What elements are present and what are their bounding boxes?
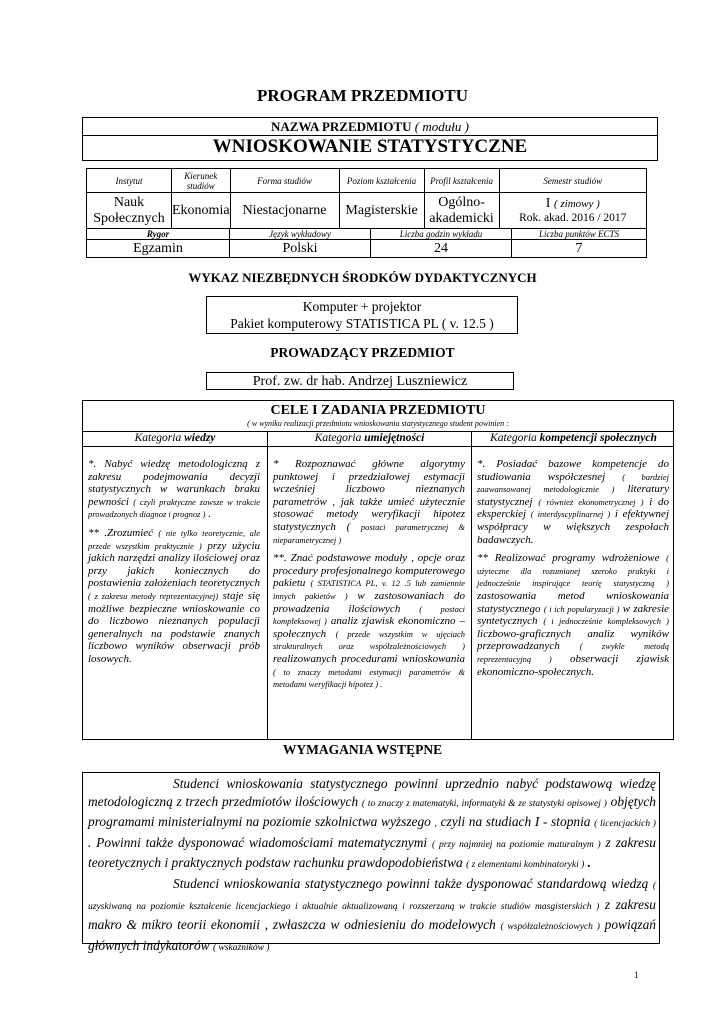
text-run: *. Nabyć wiedzę metodologiczną z zakresu podejmowania decyzji statystycznych w warunkach braku pewności bbox=[88, 458, 260, 508]
value-profile: Ogólno-akademicki bbox=[424, 193, 499, 229]
text-run: . bbox=[208, 508, 211, 521]
requirements-heading: WYMAGANIA WSTĘPNE bbox=[282, 742, 443, 757]
semester-note: ( zimowy ) bbox=[553, 197, 600, 210]
text-note: ( uzyskiwaną na poziomie kształcenie licencjackiego i aktualnie aktualizowaną i rozszerzaną w trakcie studiów masgisterskich ) bbox=[88, 880, 656, 912]
text-note: ( z elementami kombinatoryki ) bbox=[466, 860, 585, 871]
category-competences-label: kompetencji społecznych bbox=[539, 432, 657, 444]
header-language: Język wykładowy bbox=[230, 229, 371, 240]
value-field: Ekonomia bbox=[172, 193, 231, 229]
text-run: ** Realizować programy wdrożeniowe bbox=[477, 552, 660, 565]
text-run: **. Znać podstawowe moduły , opcje oraz procedury profesjonalnego komputerowego pakietu bbox=[273, 552, 465, 590]
value-form: Niestacjonarne bbox=[230, 193, 339, 229]
text-run: czyli na studiach I - stopnia bbox=[440, 814, 591, 830]
category-skills-label: umiejętności bbox=[364, 432, 425, 444]
goals-competences-text bbox=[477, 458, 669, 684]
header-profile: Profil kształcenia bbox=[424, 169, 499, 193]
text-run: liczbowo-graficznych analiz wyników przeprowadzanych bbox=[477, 627, 669, 653]
module-name-label-line bbox=[83, 119, 657, 135]
means-box bbox=[206, 296, 518, 334]
text-run: i do eksperckiej bbox=[477, 495, 669, 521]
text-note: , bbox=[434, 819, 437, 830]
course-info-table bbox=[86, 168, 647, 229]
text-run: z zakresu teoretycznych i praktycznych podstaw rachunku prawdopodobieństwa bbox=[88, 834, 656, 871]
category-prefix: Kategoria bbox=[490, 432, 537, 444]
header-rigor: Rygor bbox=[87, 229, 230, 240]
category-prefix: Kategoria bbox=[134, 432, 182, 444]
lecturer-name: Prof. zw. dr hab. Andrzej Luszniewicz bbox=[206, 372, 514, 390]
text-run: analiz zjawisk ekonomiczno – społecznych bbox=[273, 615, 466, 640]
text-note: ( interdyscyplinarnej ) bbox=[530, 509, 611, 520]
value-institute: Nauk Społecznych bbox=[87, 193, 172, 229]
text-run: i efektywnej współpracy w większych zespołach badawczych. bbox=[477, 508, 669, 546]
text-run: powiązań głównych indykatorów bbox=[88, 917, 656, 953]
text-note: ( przede wszystkim w ujęciach strukturalnych oraz współzależnościowych ) bbox=[273, 628, 466, 652]
exam-table bbox=[86, 228, 647, 258]
text-run: . bbox=[587, 855, 592, 871]
header-form: Forma studiów bbox=[230, 169, 339, 193]
text-run: zastosowania metod wnioskowania statystycznego bbox=[477, 589, 669, 615]
text-run: * Rozpoznawać główne algorytmy punktowej i przedziałowej estymacji wcześniej liczbowo nieznanych parametrów , jak także umieć użytecznie stosować metody weryfikacji hipotez statystycznych ( bbox=[273, 458, 465, 533]
text-note: ( zwykle metodą reprezentacyjną ) bbox=[477, 641, 669, 664]
goals-knowledge-text bbox=[88, 458, 260, 672]
category-knowledge-label: wiedzy bbox=[184, 432, 216, 444]
page-number: 1 bbox=[634, 970, 639, 980]
text-run: *. Posiadać bazowe kompetencje do studiowania współczesnej bbox=[477, 458, 669, 483]
goals-heading: CELE I ZADANIA PRZEDMIOTU bbox=[270, 403, 486, 418]
value-hours: 24 bbox=[371, 240, 512, 258]
text-note: ( STATISTICA PL, v. 12 .5 lub zamiennie innych pakietów ) bbox=[273, 578, 466, 601]
text-note: ( postaci kompleksowej ) bbox=[273, 603, 465, 627]
module-name-note: ( modułu ) bbox=[414, 119, 469, 134]
value-semester bbox=[499, 193, 646, 229]
page-title: PROGRAM PRZEDMIOTU bbox=[256, 86, 469, 105]
text-run: w zakresie syntetycznych bbox=[477, 602, 670, 628]
means-line-1: Komputer + projektor bbox=[302, 299, 422, 314]
text-note: ( czyli praktyczne zawsze w trakcie prowadzonych diagnoz i prognoz ) bbox=[88, 496, 260, 520]
text-run: . Powinni także dysponować wiadomościami matematycznymi bbox=[88, 834, 428, 850]
text-note: ( licencjackich ) bbox=[594, 819, 656, 830]
text-note: ( z zakresu metody reprezentacyjnej) bbox=[88, 590, 219, 601]
semester-year: Rok. akad. 2016 / 2017 bbox=[519, 211, 627, 224]
text-run: Studenci wnioskowania statystycznego powinni także dysponować standardową wiedzą bbox=[173, 875, 649, 891]
text-note: ( przy najmniej na poziomie maturalnym ) bbox=[431, 839, 601, 850]
text-note: ( współzależnościowych ) bbox=[500, 922, 600, 933]
text-run: literatury statystycznej bbox=[477, 483, 669, 508]
text-note: ( to znaczy z matematyki, informatyki & ze statystyki opisowej ) bbox=[361, 798, 607, 809]
text-run: obserwacji zjawisk ekonomiczno-społecznych. bbox=[477, 652, 669, 678]
semester-main: I bbox=[545, 195, 551, 211]
text-run: przy użyciu jakich narzędzi analizy ilościowej oraz przy jakich koniecznych do postawienia założeniach teoretycznych bbox=[88, 539, 261, 590]
text-note: ( i ich popularyzacji ) bbox=[543, 603, 620, 614]
module-title: WNIOSKOWANIE STATYSTYCZNE bbox=[212, 136, 528, 157]
text-run: z zakresu makro & mikro teorii ekonomii , zwłaszcza w odniesieniu do modelowych bbox=[88, 896, 656, 933]
value-ects: 7 bbox=[512, 240, 647, 258]
text-note: ( i jednocześnie kompleksowych ) bbox=[543, 616, 670, 627]
header-ects: Liczba punktów ECTS bbox=[512, 229, 647, 240]
header-hours: Liczba godzin wykładu bbox=[371, 229, 512, 240]
text-note: ( również ekonometrycznej ) bbox=[538, 496, 644, 507]
goals-subheading: ( w wyniku realizacji przedmiotu wnioskowania statystycznego student powinien : bbox=[247, 419, 509, 428]
requirements-box bbox=[82, 772, 660, 953]
requirements-text bbox=[88, 775, 656, 957]
text-note: ( wskaźników ) bbox=[212, 942, 270, 953]
means-line-2: Pakiet komputerowy STATISTICA PL ( v. 12.5 ) bbox=[230, 316, 494, 331]
text-note: ( to znaczy metodami estymacji parametrów & metodami weryfikacji hipotez ) . bbox=[273, 666, 465, 690]
header-semester: Semestr studiów bbox=[499, 169, 646, 193]
module-name-label: NAZWA PRZEDMIOTU bbox=[271, 119, 412, 134]
text-run: ** .Zrozumieć bbox=[88, 526, 154, 539]
module-name-box bbox=[82, 117, 658, 161]
text-note: ( nie tylko teoretycznie, ale przede wszystkim praktycznie ) bbox=[88, 527, 261, 551]
text-run: Studenci wnioskowania statystycznego powinni uprzednio nabyć podstawową wiedzę metodologiczną z trzech przedmiotów ilościowych bbox=[88, 776, 656, 809]
means-heading: WYKAZ NIEZBĘDNYCH ŚRODKÓW DYDAKTYCZNYCH bbox=[188, 270, 537, 285]
goals-section bbox=[82, 400, 674, 740]
category-knowledge bbox=[83, 432, 267, 444]
header-institute: Instytut bbox=[87, 169, 172, 193]
lecturer-heading: PROWADZĄCY PRZEDMIOT bbox=[270, 345, 455, 360]
category-skills bbox=[268, 432, 471, 444]
text-run: objętych programami ministerialnymi na poziomie szkolnictwa wyższego bbox=[88, 793, 656, 830]
value-rigor: Egzamin bbox=[87, 240, 230, 258]
header-field: Kierunek studiów bbox=[172, 169, 231, 193]
category-competences bbox=[472, 432, 675, 444]
text-note: ( bardziej zaawansowanej metodologicznie ) bbox=[477, 471, 669, 495]
goals-skills-text bbox=[273, 458, 465, 697]
header-level: Poziom kształcenia bbox=[339, 169, 424, 193]
value-level: Magisterskie bbox=[339, 193, 424, 229]
value-language: Polski bbox=[230, 240, 371, 258]
text-note: ( użyteczne dla rozumianej szeroko praktyki i jednocześnie inspirujące teorię statystyczną ) bbox=[477, 553, 669, 589]
text-note: postaci parametrycznej & nieparametrycznej ) bbox=[273, 521, 466, 545]
text-run: w zastosowaniach do prowadzenia ilościowych bbox=[273, 589, 465, 615]
text-run: staje się możliwe bezpieczne wnioskowanie co do liczbowo nieznanych populacji generalnych na podstawie znanych liczbowo wyników obserwacji prób losowych. bbox=[88, 589, 261, 665]
text-run: realizowanych procedurami wnioskowania bbox=[273, 652, 465, 665]
category-prefix: Kategoria bbox=[314, 432, 362, 444]
